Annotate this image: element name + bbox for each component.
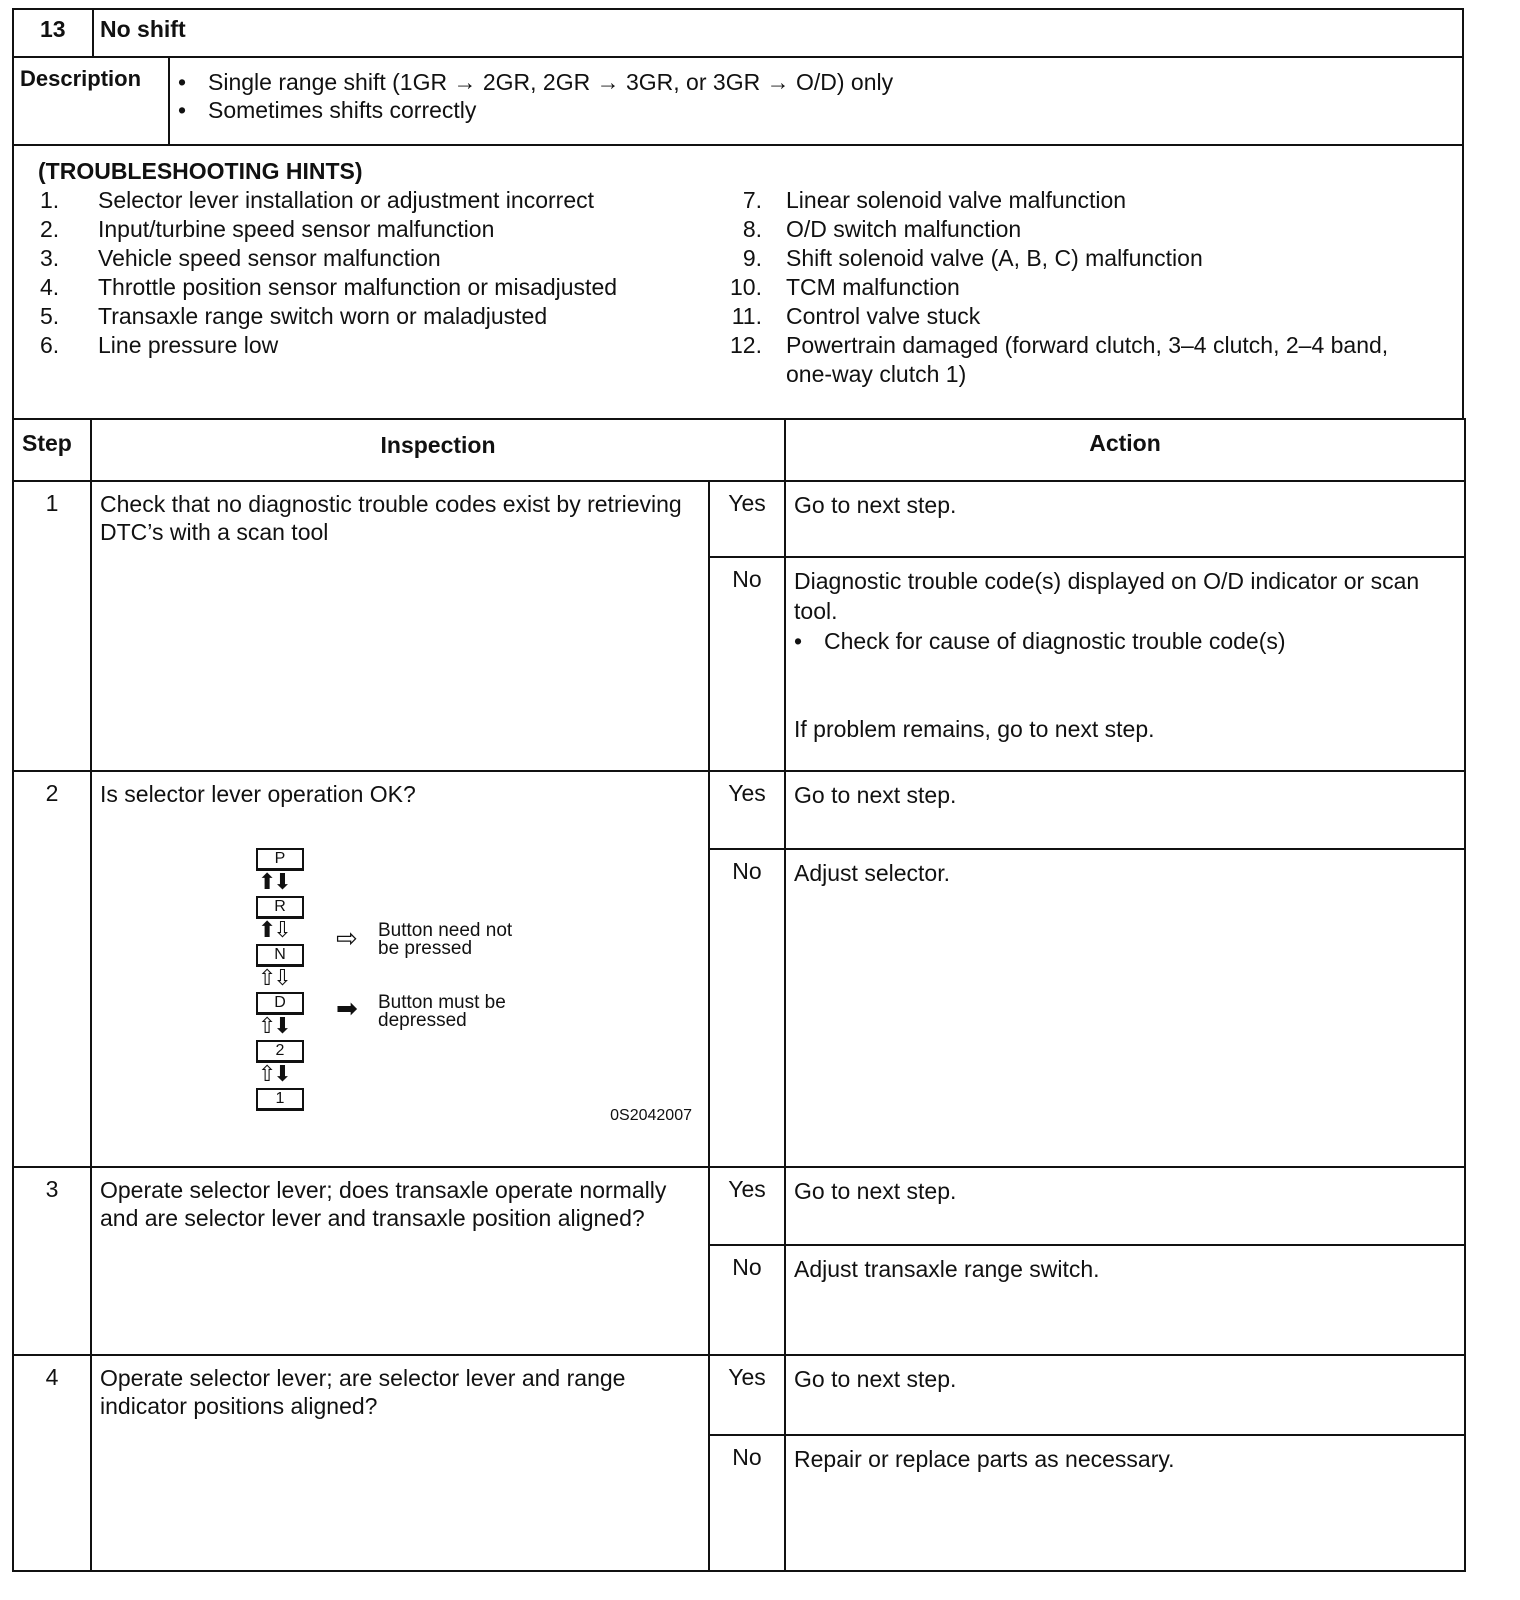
column-header-action: Action — [785, 419, 1465, 481]
step-inspection: Operate selector lever; are selector lever and range indicator positions aligned? — [91, 1355, 709, 1571]
hint-item: 4. Throttle position sensor malfunction or misadjusted — [40, 274, 618, 300]
step-number: 2 — [13, 771, 91, 1167]
hint-item: 5. Transaxle range switch worn or maladjusted — [40, 303, 548, 329]
updown-arrow-icon: ⇧⬇ — [258, 1061, 289, 1086]
description-items — [170, 58, 1462, 144]
column-header-inspection: Inspection — [91, 419, 785, 481]
bullet-icon: • — [178, 97, 187, 123]
description-label: Description — [14, 58, 170, 144]
no-label: No — [709, 849, 785, 1167]
step-number: 1 — [13, 481, 91, 771]
hints-heading: (TROUBLESHOOTING HINTS) — [38, 158, 363, 184]
hint-item: 11. Control valve stuck — [731, 303, 981, 329]
step-inspection: Operate selector lever; does transaxle operate normally and are selector lever and transaxle position aligned? — [91, 1167, 709, 1355]
description-row — [14, 56, 1462, 144]
hint-item: 8. O/D switch malfunction — [742, 216, 1022, 242]
table-row — [13, 771, 1465, 849]
description-item: • Sometimes shifts correctly — [178, 97, 477, 123]
table-header-row — [13, 419, 1465, 481]
gate-position-p: P — [256, 848, 304, 871]
bullet-icon: • — [178, 69, 187, 95]
gate-position-n: N — [256, 944, 304, 967]
gate-position-2: 2 — [256, 1040, 304, 1063]
yes-action: Go to next step. — [785, 1355, 1465, 1435]
yes-label: Yes — [709, 771, 785, 849]
step-inspection — [91, 771, 709, 1167]
procedure-number: 13 — [14, 10, 94, 56]
title-row — [14, 10, 1462, 56]
table-row — [13, 481, 1465, 557]
no-label: No — [709, 1435, 785, 1571]
gate-position-1: 1 — [256, 1088, 304, 1111]
no-action — [785, 557, 1465, 771]
updown-arrow-icon: ⇧⇩ — [258, 965, 289, 990]
hint-item: 6. Line pressure low — [40, 332, 279, 358]
selector-lever-diagram — [100, 848, 700, 1128]
updown-arrow-icon: ⬆⬇ — [258, 869, 289, 894]
yes-label: Yes — [709, 1167, 785, 1245]
yes-action: Go to next step. — [785, 481, 1465, 557]
step-number: 3 — [13, 1167, 91, 1355]
no-action-bullet: • Check for cause of diagnostic trouble code(s) — [794, 628, 1286, 654]
hint-item: 7. Linear solenoid valve malfunction — [742, 187, 1127, 213]
no-action: Adjust transaxle range switch. — [785, 1245, 1465, 1355]
yes-action: Go to next step. — [785, 771, 1465, 849]
procedure-title: No shift — [100, 16, 186, 42]
hints-right-column — [726, 186, 1426, 389]
column-header-step: Step — [13, 419, 91, 481]
updown-arrow-icon: ⬆⇩ — [258, 917, 289, 942]
yes-action: Go to next step. — [785, 1167, 1465, 1245]
troubleshooting-document — [12, 8, 1464, 1572]
description-item: • Single range shift (1GR → 2GR, 2GR → 3GR, or 3GR → O/D) only — [178, 69, 894, 95]
steps-table — [12, 418, 1466, 1572]
gate-position-r: R — [256, 896, 304, 919]
table-row — [13, 1167, 1465, 1245]
bullet-icon: • — [794, 628, 803, 654]
step-inspection: Check that no diagnostic trouble codes exist by retrieving DTC’s with a scan tool — [91, 481, 709, 771]
hint-item: 12. Powertrain damaged (forward clutch, 3–4 clutch, 2–4 band, one-way clutch 1) — [730, 332, 1389, 387]
figure-id: 0S2042007 — [610, 1107, 692, 1124]
hint-item: 9. Shift solenoid valve (A, B, C) malfunction — [742, 245, 1203, 271]
updown-arrow-icon: ⇧⬇ — [258, 1013, 289, 1038]
hint-item: 1. Selector lever installation or adjustment incorrect — [40, 187, 595, 213]
open-arrow-icon: ⇨ — [336, 923, 358, 953]
header-box — [12, 8, 1464, 418]
yes-label: Yes — [709, 481, 785, 557]
no-label: No — [709, 1245, 785, 1355]
no-label: No — [709, 557, 785, 771]
yes-label: Yes — [709, 1355, 785, 1435]
legend-open-text: Button need not be pressed — [378, 920, 513, 959]
legend-filled-text: Button must be depressed — [378, 992, 506, 1031]
no-action: Repair or replace parts as necessary. — [785, 1435, 1465, 1571]
hint-item: 2. Input/turbine speed sensor malfunction — [40, 216, 495, 242]
troubleshooting-hints — [14, 144, 1462, 418]
no-action-text: Diagnostic trouble code(s) displayed on O/D indicator or scan tool. — [794, 568, 1420, 624]
step-number: 4 — [13, 1355, 91, 1571]
hint-item: 10. TCM malfunction — [730, 274, 960, 300]
step-inspection-text: Is selector lever operation OK? — [100, 781, 416, 807]
table-row — [13, 1355, 1465, 1435]
hint-item: 3. Vehicle speed sensor malfunction — [40, 245, 441, 271]
no-action-followup: If problem remains, go to next step. — [794, 716, 1155, 742]
gate-position-d: D — [256, 992, 304, 1015]
hints-left-column — [38, 186, 718, 360]
filled-arrow-icon: ➡ — [336, 993, 358, 1023]
no-action: Adjust selector. — [785, 849, 1465, 1167]
